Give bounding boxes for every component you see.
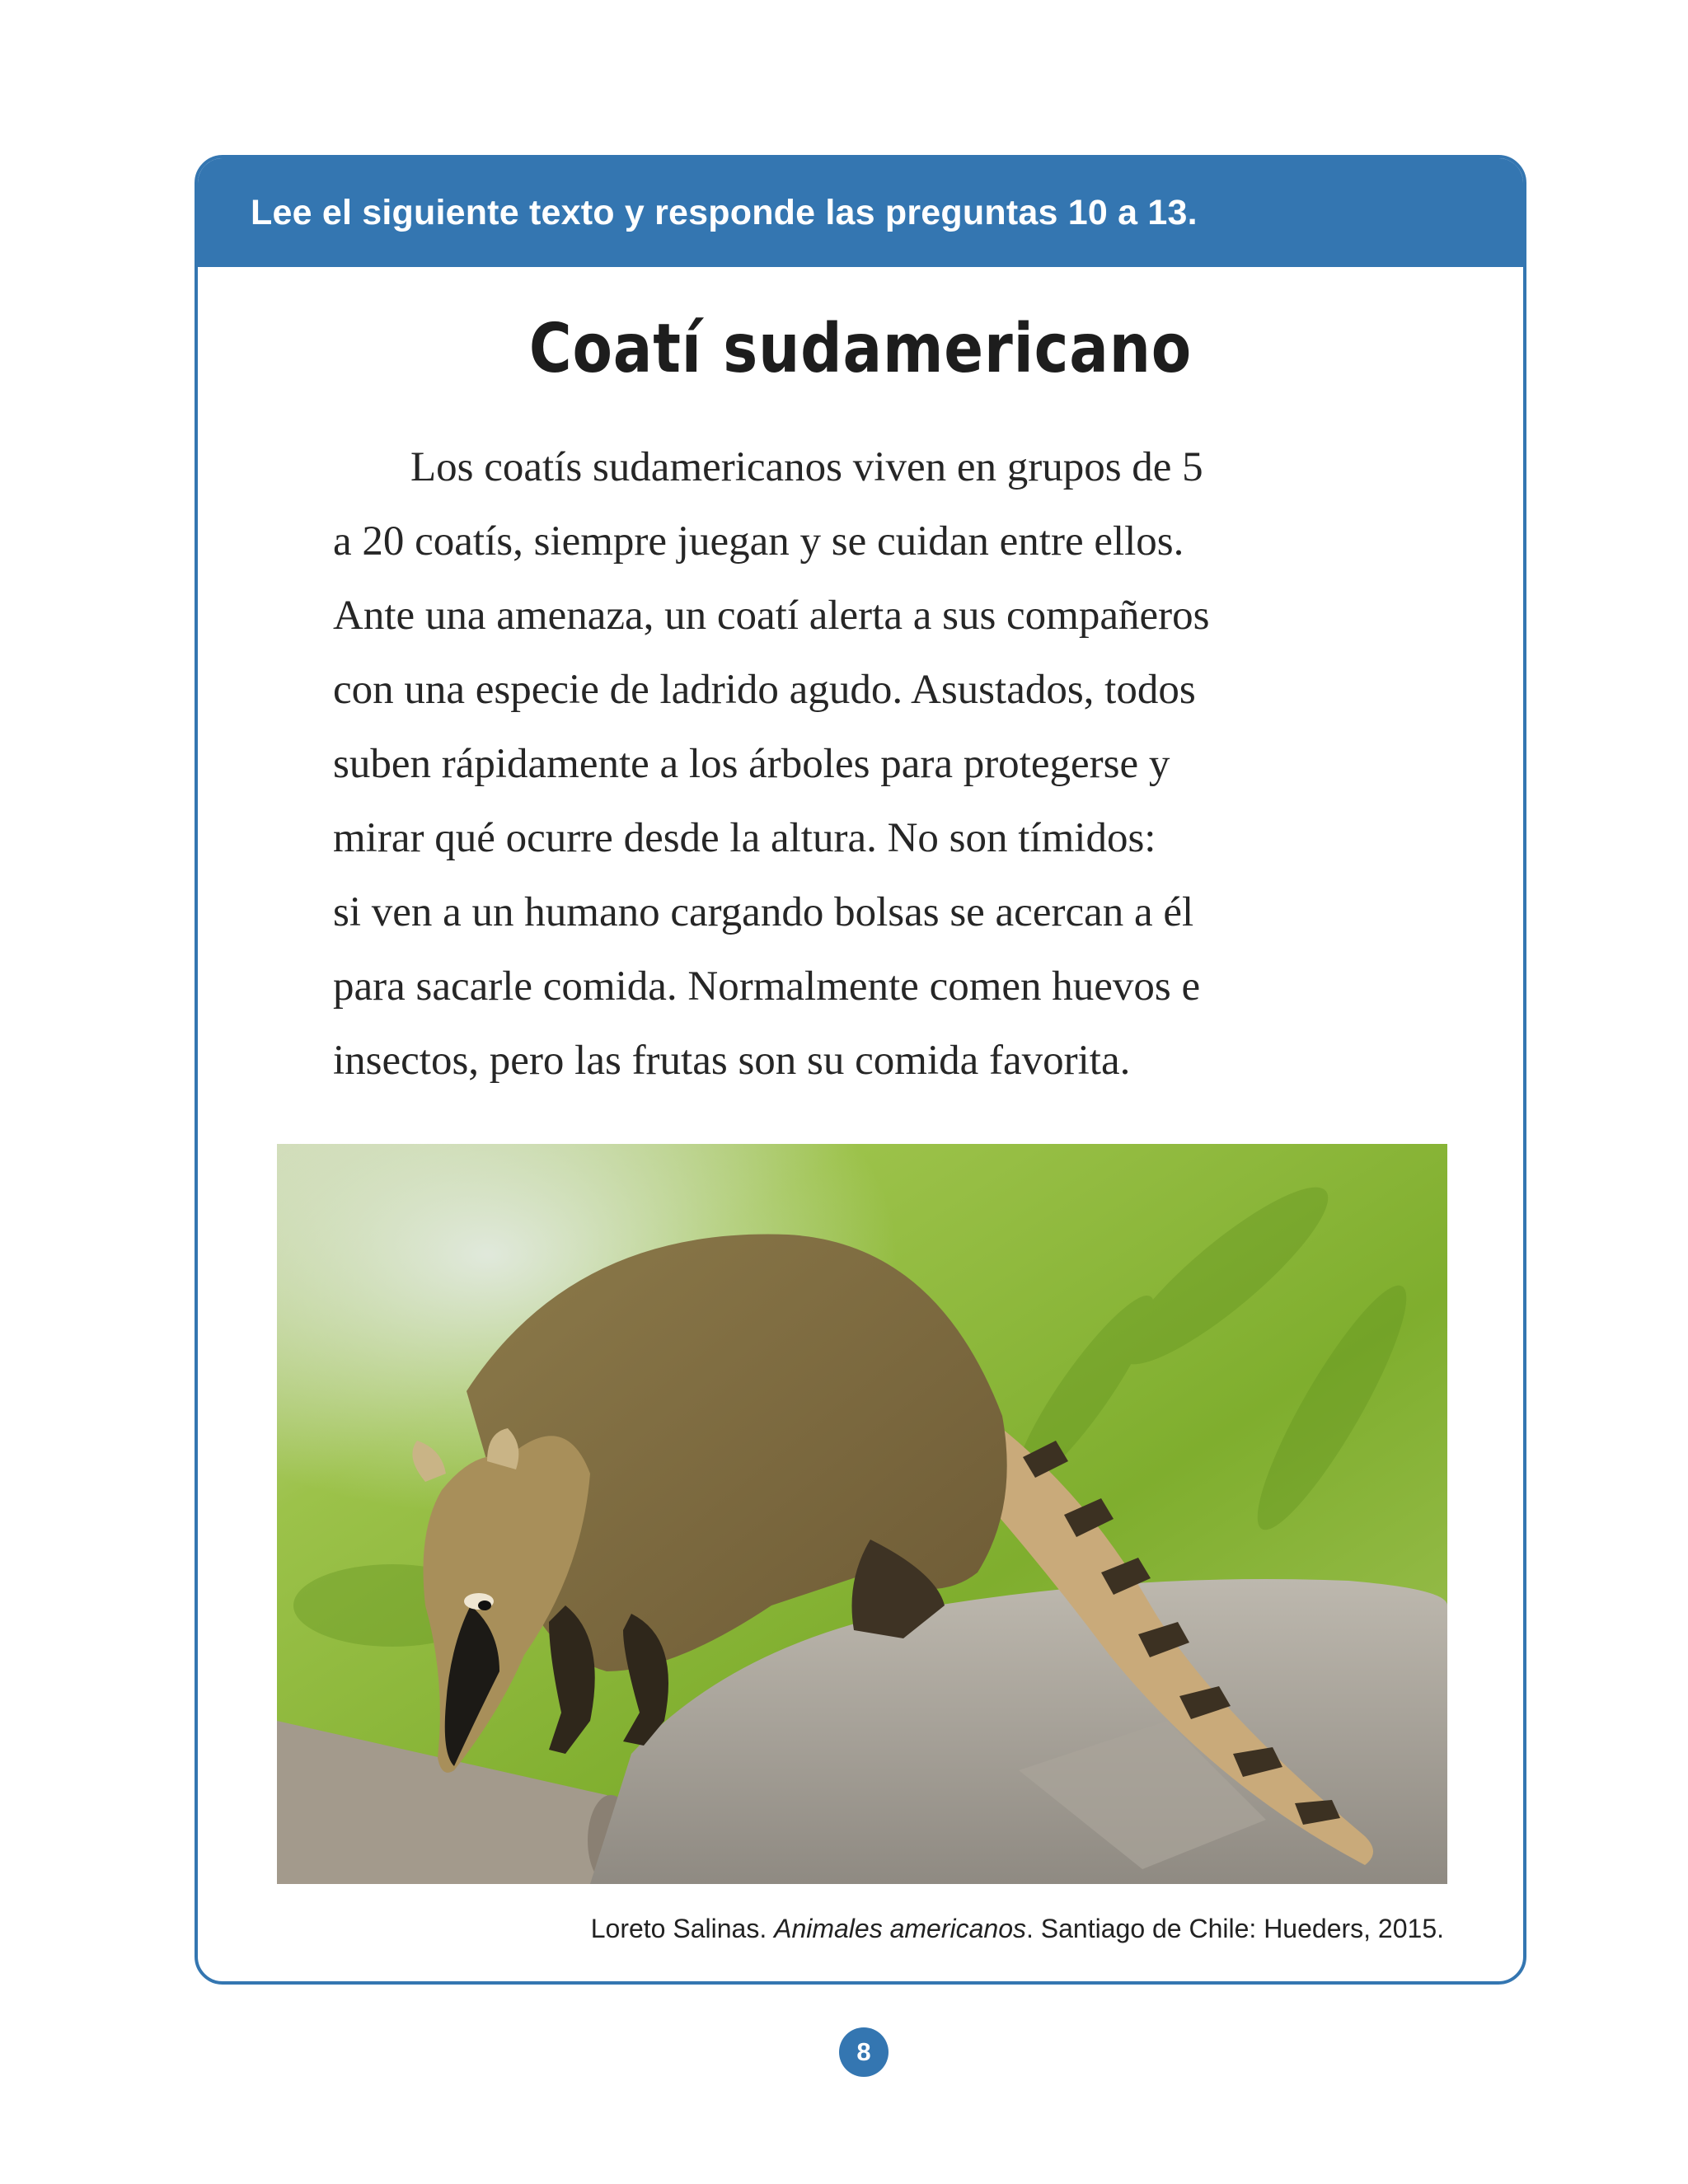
page-number-badge: 8	[839, 2027, 889, 2077]
body-line: para sacarle comida. Normalmente comen huevos e	[333, 963, 1201, 1010]
instruction-text: Lee el siguiente texto y responde las preguntas 10 a 13.	[251, 192, 1198, 232]
body-line: con una especie de ladrido agudo. Asustados, todos	[333, 667, 1196, 713]
body-line: Los coatís sudamericanos viven en grupos de 5	[410, 444, 1203, 490]
coati-illustration	[277, 1144, 1447, 1884]
coati-photo	[277, 1144, 1447, 1884]
source-citation	[591, 1914, 1444, 1944]
body-line: insectos, pero las frutas son su comida favorita.	[333, 1038, 1131, 1084]
citation-details: . Santiago de Chile: Hueders, 2015.	[1026, 1914, 1444, 1943]
instruction-banner	[198, 158, 1523, 267]
citation-book-title: Animales americanos	[774, 1914, 1026, 1943]
body-line: mirar qué ocurre desde la altura. No son tímidos:	[333, 815, 1156, 861]
body-line: si ven a un humano cargando bolsas se acercan a él	[333, 889, 1194, 935]
reading-card	[195, 155, 1526, 1985]
body-line: a 20 coatís, siempre juegan y se cuidan entre ellos.	[333, 518, 1184, 565]
article-body	[333, 430, 1396, 1098]
body-line: suben rápidamente a los árboles para protegerse y	[333, 741, 1170, 787]
article-title: Coatí sudamericano	[528, 310, 1193, 388]
citation-author: Loreto Salinas.	[590, 1914, 775, 1943]
body-line: Ante una amenaza, un coatí alerta a sus compañeros	[333, 593, 1210, 639]
